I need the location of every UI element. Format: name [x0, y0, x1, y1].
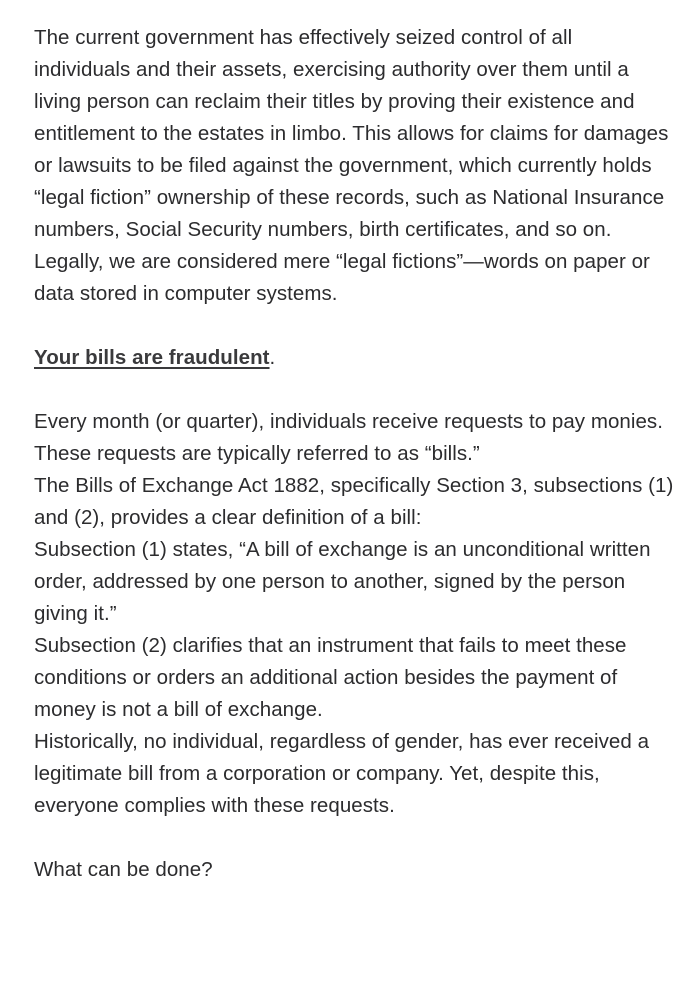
spacer	[34, 822, 674, 854]
intro-paragraph: The current government has effectively seized control of all individuals and their assets, exercising authority over them until a living person can reclaim their titles by proving their existence and entitlement to the estates in limbo. This allows for claims for damages or lawsuits to be filed against the government, which currently holds “legal fiction” ownership of these records, such as National Insurance numbers, Social Security numbers, birth certificates, and so on. Legally, we are considered mere “legal fictions”—words on paper or data stored in computer systems.	[34, 26, 669, 305]
body-line: These requests are typically referred to as “bills.”	[34, 442, 480, 465]
section-heading-link[interactable]: Your bills are fraudulent	[34, 346, 270, 369]
body-line: Every month (or quarter), individuals receive requests to pay monies.	[34, 410, 663, 433]
body-line: The Bills of Exchange Act 1882, specifically Section 3, subsections (1) and (2), provides a clear definition of a bill:	[34, 474, 674, 529]
document-body	[34, 22, 674, 886]
spacer	[34, 310, 674, 342]
body-line: Subsection (2) clarifies that an instrument that fails to meet these conditions or orders an additional action besides the payment of money is not a bill of exchange.	[34, 634, 627, 721]
body-line: Historically, no individual, regardless of gender, has ever received a legitimate bill from a corporation or company. Yet, despite this, everyone complies with these requests.	[34, 730, 650, 817]
section-heading	[34, 342, 674, 374]
closing-question: What can be done?	[34, 858, 213, 881]
body-line: Subsection (1) states, “A bill of exchange is an unconditional written order, addressed by one person to another, signed by the person giving it.”	[34, 538, 651, 625]
heading-punctuation: .	[269, 346, 276, 369]
spacer	[34, 374, 674, 406]
